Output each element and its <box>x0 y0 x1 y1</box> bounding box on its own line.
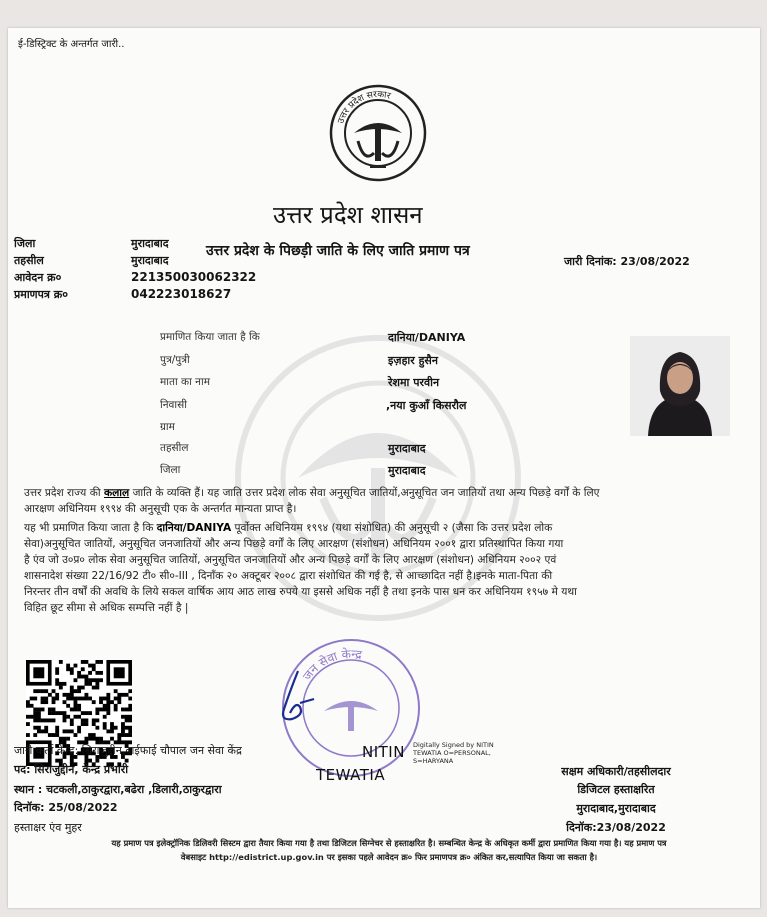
district-label: जिला <box>14 237 36 250</box>
footer-line2: वेबसाइट http://edistrict.up.gov.in पर इसका पहले आवेदन क्र० फिर प्रमाणपत्र क्र० अंकित कर,सत्यापित किया जा सकता है। <box>180 852 598 862</box>
digital-signer-name1: NITIN <box>362 743 405 761</box>
detail-label: माता का नाम <box>160 376 210 388</box>
detail-label: प्रमाणित किया जाता है कि <box>160 331 260 343</box>
detail-value: इज़हार हुसैन <box>388 354 438 367</box>
certificate-value: 042223018627 <box>131 287 232 301</box>
tehsil-label: तहसील <box>14 254 44 267</box>
footer-line1: यह प्रमाण पत्र इलेक्ट्रॉनिक डिलिवरी सिस्टम द्वारा तैयार किया गया है तथा डिजिटल सिग्नेचर से हस्ताक्षरित है। सम्बन्धित केन्द्र के अधिकृत कर्मी द्वारा प्रमाणित किया गया है। यह प्रमाण पत्र <box>111 838 667 848</box>
digital-sign-line3: S=HARYANA <box>413 757 454 765</box>
detail-value: दानिया/DANIYA <box>388 331 466 344</box>
signature-scribble <box>270 663 330 728</box>
applicant-photo <box>630 336 730 436</box>
detail-value: मुरादाबाद <box>388 464 426 477</box>
application-label: आवेदन क्र० <box>14 271 62 284</box>
digital-sign-line1: Digitally Signed by NITIN <box>413 741 494 749</box>
certificate-label: प्रमाणपत्र क्र० <box>14 288 68 301</box>
certificate-sheet <box>8 28 760 908</box>
detail-label: तहसील <box>160 442 189 454</box>
application-value: 221350030062322 <box>131 270 257 284</box>
detail-value: रेशमा परवीन <box>388 376 440 389</box>
authority-title: सक्षम अधिकारी/तहसीलदार <box>561 765 671 778</box>
issuer-post: पद: सिराजुद्दीन, केन्द्र प्रभारी <box>14 763 129 776</box>
svg-text:उत्तर प्रदेश सरकार <box>336 90 392 125</box>
authority-place: मुरादाबाद,मुरादाबाद <box>576 802 656 815</box>
detail-label: जिला <box>160 464 181 476</box>
district-value: मुरादाबाद <box>131 237 169 250</box>
person-photo-icon <box>630 336 730 436</box>
header-note: ई-डिस्ट्रिक्ट के अन्तर्गत जारी.. <box>18 39 125 50</box>
tehsil-value: मुरादाबाद <box>131 254 169 267</box>
detail-label: पुत्र/पुत्री <box>160 354 190 366</box>
caste-name: कलाल <box>103 487 130 499</box>
stamp-text: जन सेवा केन्द्र <box>299 646 363 683</box>
issuer-date: दिनॉक: 25/08/2022 <box>14 801 118 814</box>
footer-note <box>24 836 754 864</box>
authority-date: दिनॉक:23/08/2022 <box>566 821 666 834</box>
caste-paragraph: उत्तर प्रदेश राज्य की कलाल जाति के व्यक्ति हैं। यह जाति उत्तर प्रदेश लोक सेवा अनुसूचित जातियों,अनुसूचित जन जातियों तथा अन्य पिछड़े वर्गों के लिए आरक्षण अधिनियम १९९४ की अनुसूची एक के अन्तर्गत मान्यता प्राप्त है। <box>24 487 600 515</box>
certification-paragraph: यह भी प्रमाणित किया जाता है कि दानिया/DANIYA पूर्वोक्त अधिनियम १९९४ (यथा संशोधित) की अनुसूची २ (जैसा कि उत्तर प्रदेश लोक सेवा)अनुसूचित जातियों, अनुसूचित जनजातियों और अन्य पिछड़े वर्गों के लिए आरक्षण (संशोधन) अधिनियम २००१ द्वारा प्रतिस्थापित किया गया है एंव जो उ०प्र० लोक सेवा अनुसूचित जातियों, अनुसूचित जनजातियों और अन्य पिछड़े वर्गों के लिए आरक्षण (संशोधन) अधिनियम २००२ एवं शासनादेश संख्या 22/16/92 टी० सी०-III , दिनाँक २० अक्टूबर २००८ द्वारा संशोधित की गई है, से आच्छादित नहीं है।इनके माता-पिता की निरन्तर तीन वर्षों की अवधि के लिये सकल वार्षिक आय आठ लाख रुपये या इससे अधिक नहीं है तथा इनके पास धन कर अधिनियम १९५७ मे यथा विहित छूट सीमा से अधिक सम्पत्ति नहीं है | <box>24 522 577 614</box>
detail-label: निवासी <box>160 399 187 411</box>
signature-seal-label: हस्ताक्षर एंव मुहर <box>14 821 82 834</box>
emblem-ring-text: उत्तर प्रदेश सरकार <box>336 89 392 125</box>
detail-label: ग्राम <box>160 421 175 433</box>
issue-date <box>564 254 690 269</box>
issuer-center: जारी कर्ता केन्द्र: सिराजुद्दीन,वाईफाई चौपाल जन सेवा केंद्र <box>14 744 242 757</box>
up-govt-emblem-icon <box>328 83 428 183</box>
authority-sign: डिजिटल हस्ताक्षरित <box>577 783 655 796</box>
issue-date-label: जारी दिनांक: <box>564 255 617 268</box>
digital-signer-name2: TEWATIA <box>316 766 386 784</box>
applicant-name: दानिया/DANIYA <box>156 522 232 534</box>
detail-value: मुरादाबाद <box>388 442 426 455</box>
detail-value: ,नया कुआँ किसरौल <box>386 399 467 412</box>
digital-sign-line2: TEWATIA O=PERSONAL, <box>413 749 491 757</box>
document-subtitle: उत्तर प्रदेश के पिछड़ी जाति के लिए जाति प्रमाण पत्र <box>206 243 470 259</box>
document-title: उत्तर प्रदेश शासन <box>273 201 423 229</box>
issuer-place: स्थान : चटकली,ठाकुरद्वारा,बढेरा ,डिलारी,ठाकुरद्वारा <box>14 783 222 796</box>
issue-date-value: 23/08/2022 <box>620 255 690 268</box>
